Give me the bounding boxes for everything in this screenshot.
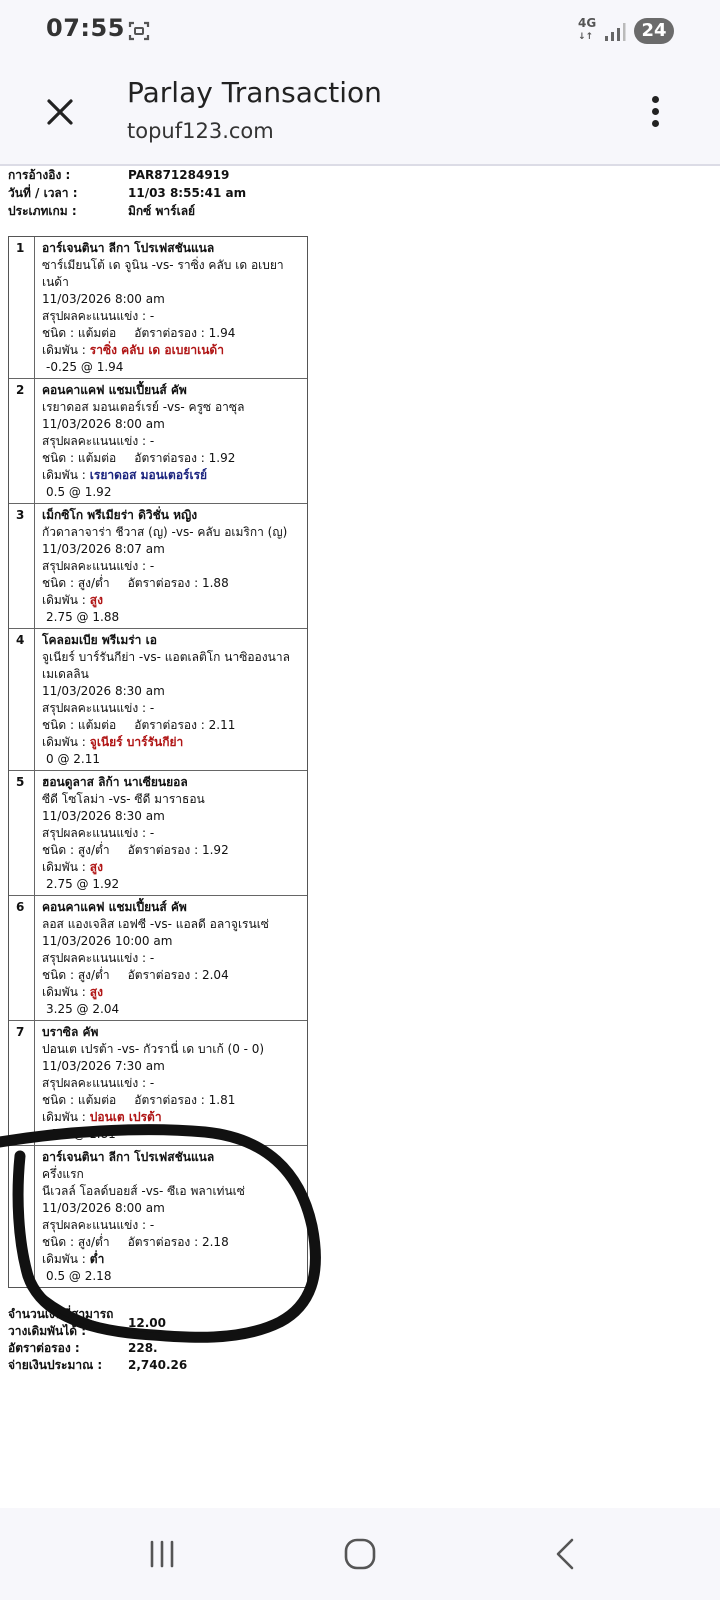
reference-row [8, 166, 230, 184]
bet-choice-row [42, 1251, 303, 1268]
bet-datetime: 11/03/2026 8:30 am [42, 809, 165, 823]
bet-type-label: ชนิด : [42, 1235, 74, 1249]
bet-details [36, 896, 307, 1020]
bet-league: เม็กซิโก พรีเมียร่า ดิวิชั่น หญิง [42, 508, 198, 522]
bet-result: สรุปผลคะแนนแข่ง : - [42, 309, 155, 323]
bet-choice-row [42, 342, 303, 359]
back-icon[interactable] [544, 1532, 588, 1576]
bet-line: 0.5 @ [46, 485, 81, 499]
bet-odds-label: อัตราต่อรอง : [134, 451, 205, 465]
bet-odds-value: 1.92 [201, 843, 229, 857]
bet-odds-value: 2.04 [201, 968, 229, 982]
amount-value: 12.00 [128, 1316, 166, 1330]
bet-type-row [42, 575, 303, 592]
bet-line-odds: 1.92 [84, 485, 112, 499]
bet-league: บราซิล คัพ [42, 1025, 99, 1039]
battery-indicator: 24 [634, 18, 674, 44]
bet-row [9, 237, 307, 379]
bet-line-odds: 2.04 [92, 1002, 120, 1016]
bet-line: -0.25 @ [46, 360, 93, 374]
bet-type-label: ชนิด : [42, 968, 74, 982]
bet-type-value: สูง/ต่ำ [77, 1235, 110, 1249]
gametype-label: ประเภทเกม : [8, 204, 77, 218]
bet-type-value: แต้มต่อ [77, 718, 117, 732]
bet-league: คอนคาแคฟ แชมเปี้ยนส์ คัพ [42, 383, 187, 397]
bet-type-label: ชนิด : [42, 326, 74, 340]
total-odds-value: 228. [128, 1341, 158, 1355]
bet-type-row [42, 842, 303, 859]
bet-number: 5 [9, 771, 35, 895]
bet-line-row [42, 359, 303, 376]
recent-apps-icon[interactable] [140, 1532, 184, 1576]
bet-choice-value: ราซิ่ง คลับ เด อเบยาเนด้า [89, 343, 224, 357]
app-bar [0, 62, 720, 166]
bet-line-odds: 1.88 [92, 610, 120, 624]
bet-choice-value: ปอนเต เปรต้า [89, 1110, 162, 1124]
bet-odds-value: 1.94 [208, 326, 236, 340]
bet-datetime: 11/03/2026 8:00 am [42, 292, 165, 306]
bet-choice-label: เดิมพัน : [42, 468, 86, 482]
bet-line-row [42, 751, 303, 768]
bet-choice-row [42, 859, 303, 876]
datetime-value: 11/03 8:55:41 am [128, 186, 247, 200]
payout-value: 2,740.26 [128, 1358, 188, 1372]
bet-choice-value: จูเนียร์ บาร์รันกีย่า [89, 735, 184, 749]
bet-details [36, 1021, 307, 1145]
bet-type-label: ชนิด : [42, 451, 74, 465]
bet-choice-label: เดิมพัน : [42, 343, 86, 357]
bet-type-value: แต้มต่อ [77, 326, 117, 340]
bet-choice-label: เดิมพัน : [42, 860, 86, 874]
bet-match: จูเนียร์ บาร์รันกีย่า -vs- แอตเลติโก นาซิอองนาล เมเดลลิน [42, 650, 290, 681]
bet-row [9, 896, 307, 1021]
bet-number: 2 [9, 379, 35, 503]
datetime-row [8, 184, 247, 202]
network-type [578, 17, 596, 43]
bet-odds-label: อัตราต่อรอง : [127, 968, 199, 982]
bet-period: ครึ่งแรก [42, 1167, 84, 1181]
bet-line: -0.5 @ [46, 1127, 86, 1141]
amount-label-2: วางเดิมพันได้ : [8, 1324, 87, 1338]
home-icon[interactable] [338, 1532, 382, 1576]
reference-label: การอ้างอิง : [8, 168, 71, 182]
bet-match: กัวดาลาจาร่า ชีวาส (ญ) -vs- คลับ อเมริกา (ญ) [42, 525, 288, 539]
bet-type-row [42, 450, 303, 467]
bet-type-label: ชนิด : [42, 1093, 74, 1107]
bet-number: 6 [9, 896, 35, 1020]
status-time: 07:55 [46, 14, 125, 42]
bet-odds-label: อัตราต่อรอง : [134, 718, 205, 732]
bet-type-row [42, 1234, 303, 1251]
bet-choice-value: สูง [89, 593, 103, 607]
bet-match: นีเวลล์ โอลด์บอยส์ -vs- ซีเอ พลาเท่นเซ่ [42, 1184, 245, 1198]
payout-label: จ่ายเงินประมาณ : [8, 1358, 103, 1372]
datetime-label: วันที่ / เวลา : [8, 186, 78, 200]
bet-match: เรยาดอส มอนเตอร์เรย์ -vs- ครูซ อาซุล [42, 400, 245, 414]
bet-type-label: ชนิด : [42, 843, 74, 857]
bet-choice-value: สูง [89, 860, 103, 874]
bet-row [9, 1021, 307, 1146]
bet-choice-label: เดิมพัน : [42, 735, 86, 749]
bet-result: สรุปผลคะแนนแข่ง : - [42, 434, 155, 448]
bet-row [9, 629, 307, 771]
bet-choice-label: เดิมพัน : [42, 593, 86, 607]
amount-row-2 [8, 1316, 308, 1340]
bet-choice-row [42, 467, 303, 484]
bet-details [36, 379, 307, 503]
bet-type-row [42, 325, 303, 342]
bet-line-odds: 1.81 [89, 1127, 116, 1141]
gametype-row [8, 202, 196, 220]
summary [8, 1306, 308, 1374]
bet-datetime: 11/03/2026 8:07 am [42, 542, 165, 556]
bet-line: 2.75 @ [46, 877, 89, 891]
bet-datetime: 11/03/2026 8:30 am [42, 684, 165, 698]
bet-details [36, 504, 307, 628]
bet-type-row [42, 1092, 303, 1109]
bet-result: สรุปผลคะแนนแข่ง : - [42, 1218, 155, 1232]
bet-line-odds: 1.92 [92, 877, 120, 891]
bet-odds-value: 1.92 [208, 451, 236, 465]
bet-number [9, 1146, 35, 1287]
bet-details [36, 771, 307, 895]
bet-number: 7 [9, 1021, 35, 1145]
bet-result: สรุปผลคะแนนแข่ง : - [42, 826, 155, 840]
bet-line-odds: 2.11 [73, 752, 100, 766]
bet-row [9, 379, 307, 504]
bet-datetime: 11/03/2026 8:00 am [42, 1201, 165, 1215]
bet-line: 0 @ [46, 752, 70, 766]
bet-result: สรุปผลคะแนนแข่ง : - [42, 951, 155, 965]
bet-row [9, 504, 307, 629]
screenshot-icon [128, 21, 150, 41]
bet-datetime: 11/03/2026 7:30 am [42, 1059, 165, 1073]
bet-choice-label: เดิมพัน : [42, 985, 86, 999]
bet-odds-label: อัตราต่อรอง : [127, 843, 199, 857]
bet-line-row [42, 1126, 303, 1143]
bet-line-odds: 1.94 [96, 360, 124, 374]
bet-odds-label: อัตราต่อรอง : [134, 1093, 205, 1107]
page-title: Parlay Transaction [127, 76, 382, 109]
bet-type-value: สูง/ต่ำ [77, 968, 110, 982]
amount-label: จำนวนเงินที่สามารถ [8, 1307, 114, 1321]
bet-odds-value: 2.11 [208, 718, 236, 732]
bet-choice-label: เดิมพัน : [42, 1110, 86, 1124]
bet-choice-value: เรยาดอส มอนเตอร์เรย์ [89, 468, 208, 482]
bet-details [36, 1146, 307, 1287]
bet-choice-value: ต่ำ [89, 1252, 105, 1266]
bet-row [9, 771, 307, 896]
bet-result: สรุปผลคะแนนแข่ง : - [42, 559, 155, 573]
reference-value: PAR871284919 [128, 168, 230, 182]
bet-league: ฮอนดูลาส ลิก้า นาเซียนยอล [42, 775, 188, 789]
bet-line: 2.75 @ [46, 610, 89, 624]
bet-odds-value: 2.18 [201, 1235, 229, 1249]
bet-type-value: สูง/ต่ำ [77, 576, 110, 590]
gametype-value: มิกซ์ พาร์เลย์ [128, 204, 196, 218]
bet-type-value: แต้มต่อ [77, 1093, 117, 1107]
bet-type-label: ชนิด : [42, 718, 74, 732]
bet-row [9, 1146, 307, 1287]
bet-type-value: แต้มต่อ [77, 451, 117, 465]
bet-number: 1 [9, 237, 35, 378]
bet-choice-row [42, 1109, 303, 1126]
bet-type-row [42, 967, 303, 984]
bet-line-odds: 2.18 [84, 1269, 112, 1283]
bet-type-row [42, 717, 303, 734]
bet-line: 0.5 @ [46, 1269, 81, 1283]
bet-number: 3 [9, 504, 35, 628]
bet-datetime: 11/03/2026 10:00 am [42, 934, 173, 948]
bet-odds-value: 1.88 [201, 576, 229, 590]
bet-choice-row [42, 984, 303, 1001]
bet-league: อาร์เจนตินา ลีกา โปรเฟสชันแนล [42, 241, 215, 255]
page-url: topuf123.com [127, 119, 274, 143]
bet-odds-value: 1.81 [208, 1093, 236, 1107]
bet-league: อาร์เจนตินา ลีกา โปรเฟสชันแนล [42, 1150, 215, 1164]
close-icon[interactable] [40, 92, 80, 132]
bet-match: ลอส แองเจลิส เอฟซี -vs- แอลดี อลาจูเรนเซ่ [42, 917, 269, 931]
signal-icon [604, 22, 626, 42]
bet-details [36, 629, 307, 770]
bet-line-row [42, 1268, 303, 1285]
bet-odds-label: อัตราต่อรอง : [127, 576, 199, 590]
bet-line-row [42, 484, 303, 501]
bet-league: คอนคาแคฟ แชมเปี้ยนส์ คัพ [42, 900, 187, 914]
bet-type-value: สูง/ต่ำ [77, 843, 110, 857]
bet-result: สรุปผลคะแนนแข่ง : - [42, 701, 155, 715]
bet-result: สรุปผลคะแนนแข่ง : - [42, 1076, 155, 1090]
bet-choice-label: เดิมพัน : [42, 1252, 86, 1266]
more-options-icon[interactable] [648, 92, 664, 132]
bet-line: 3.25 @ [46, 1002, 89, 1016]
bet-match: ซีดี โซโลม่า -vs- ซีดี มาราธอน [42, 792, 205, 806]
bet-datetime: 11/03/2026 8:00 am [42, 417, 165, 431]
network-label: 4G [578, 16, 597, 30]
data-arrows-icon: ↓↑ [578, 32, 594, 42]
bet-odds-label: อัตราต่อรอง : [127, 1235, 199, 1249]
bet-odds-label: อัตราต่อรอง : [134, 326, 205, 340]
total-odds-row [8, 1340, 308, 1357]
bet-line-row [42, 876, 303, 893]
bet-match: ปอนเต เปรต้า -vs- กัวรานี่ เด บาเก้ (0 - 0) [42, 1042, 265, 1056]
bet-choice-row [42, 592, 303, 609]
navigation-bar [0, 1508, 720, 1600]
total-odds-label: อัตราต่อรอง : [8, 1341, 80, 1355]
bet-choice-value: สูง [89, 985, 103, 999]
bet-line-row [42, 1001, 303, 1018]
bet-match: ซาร์เมียนโต้ เด จูนิน -vs- ราซิ่ง คลับ เด อเบยาเนด้า [42, 258, 284, 289]
payout-row [8, 1357, 308, 1374]
bet-league: โคลอมเบีย พรีเมร่า เอ [42, 633, 157, 647]
bet-details [36, 237, 307, 378]
transaction-content [0, 166, 720, 1508]
bet-type-label: ชนิด : [42, 576, 74, 590]
bet-number: 4 [9, 629, 35, 770]
status-bar [0, 0, 720, 62]
bet-choice-row [42, 734, 303, 751]
bet-line-row [42, 609, 303, 626]
bets-table [8, 236, 308, 1288]
